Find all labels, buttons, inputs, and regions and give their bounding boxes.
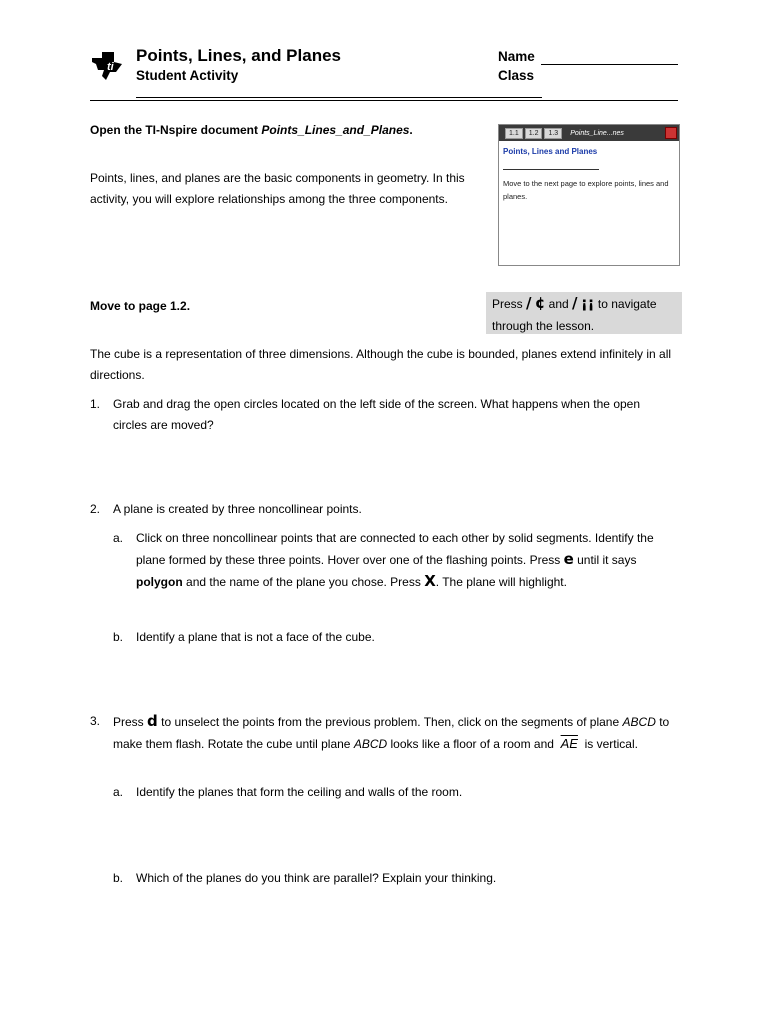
screen-doc-name: Points_Line...nes bbox=[570, 129, 624, 137]
question-2b-label: b. bbox=[113, 630, 124, 644]
question-3a-text: Identify the planes that form the ceiling and walls of the room. bbox=[136, 785, 463, 799]
screen-text: Move to the next page to explore points, lines and planes. bbox=[503, 179, 669, 201]
key-ctrl-icon: / bbox=[572, 294, 578, 312]
key-e-icon: e bbox=[563, 550, 574, 568]
question-2-number: 2. bbox=[90, 502, 101, 516]
question-3-text: Press d to unselect the points from the previous problem. Then, click on the segments of plane ABCD to make them flash. Rotate the cube until plane ABCD looks like a floor of a room and $\overline{AE}$ is vertical. bbox=[113, 712, 670, 751]
header-divider-bottom bbox=[90, 100, 678, 101]
intro-paragraph: Points, lines, and planes are the basic components in geometry. In this activity, you will explore relationships among the three components. bbox=[90, 171, 465, 206]
question-3b-text: Which of the planes do you think are parallel? Explain your thinking. bbox=[136, 871, 497, 885]
key-d-icon: d bbox=[147, 712, 158, 730]
key-x-icon: X bbox=[424, 572, 436, 590]
plane-abcd: ABCD bbox=[353, 737, 388, 751]
question-3-number: 3. bbox=[90, 714, 101, 728]
plane-abcd: ABCD bbox=[622, 715, 656, 729]
segment-ae: $\overline{AE}$ bbox=[560, 736, 578, 751]
key-ctrl-icon: / bbox=[526, 294, 532, 312]
cube-paragraph: The cube is a representation of three dimensions. Although the cube is bounded, planes extend infinitely in all directions. bbox=[90, 347, 672, 382]
question-3b-label: b. bbox=[113, 871, 124, 885]
question-2-text: A plane is created by three noncollinear points. bbox=[113, 502, 362, 516]
texas-instruments-logo-icon bbox=[90, 50, 124, 82]
screen-divider bbox=[503, 169, 599, 170]
class-label: Class bbox=[498, 68, 535, 83]
move-heading: Move to page 1.2. bbox=[90, 299, 191, 313]
page-subtitle: Student Activity bbox=[136, 68, 239, 83]
page-title: Points, Lines, and Planes bbox=[136, 46, 341, 65]
document-name: Points_Lines_and_Planes bbox=[261, 123, 410, 137]
screen-tab-1-1: 1.1 bbox=[505, 128, 523, 139]
svg-text:ti: ti bbox=[107, 61, 114, 73]
question-2a-text: Click on three noncollinear points that are connected to each other by solid segments. Identify the plane formed by these three points. Hover over one of the flashing points. Press e until it says polygon and the name of the plane you chose. Press X. The plane will highlight. bbox=[136, 531, 654, 590]
open-document-instruction: Open the TI-Nspire document Points_Lines_and_Planes. bbox=[90, 123, 413, 137]
header-divider bbox=[136, 97, 542, 98]
question-2b-text: Identify a plane that is not a face of the cube. bbox=[136, 630, 375, 644]
screen-tab-1-2: 1.2 bbox=[525, 128, 543, 139]
nav-tip-text: Press / ¢ and / ¡¡ to navigate through the lesson. bbox=[492, 294, 657, 333]
close-icon bbox=[665, 127, 677, 139]
name-field-line[interactable] bbox=[541, 64, 678, 65]
question-2a-label: a. bbox=[113, 531, 124, 545]
question-3a-label: a. bbox=[113, 785, 124, 799]
question-1-text: Grab and drag the open circles located on the left side of the screen. What happens when the open circles are moved? bbox=[113, 397, 641, 432]
name-label: Name bbox=[498, 49, 535, 64]
calculator-screenshot bbox=[498, 124, 680, 266]
key-left-icon: ¡¡ bbox=[580, 294, 595, 312]
question-1-number: 1. bbox=[90, 397, 101, 411]
screen-page-title: Points, Lines and Planes bbox=[503, 147, 598, 156]
screen-tab-bar bbox=[499, 125, 679, 141]
key-right-icon: ¢ bbox=[534, 294, 546, 312]
screen-tab-1-3: 1.3 bbox=[544, 128, 562, 139]
